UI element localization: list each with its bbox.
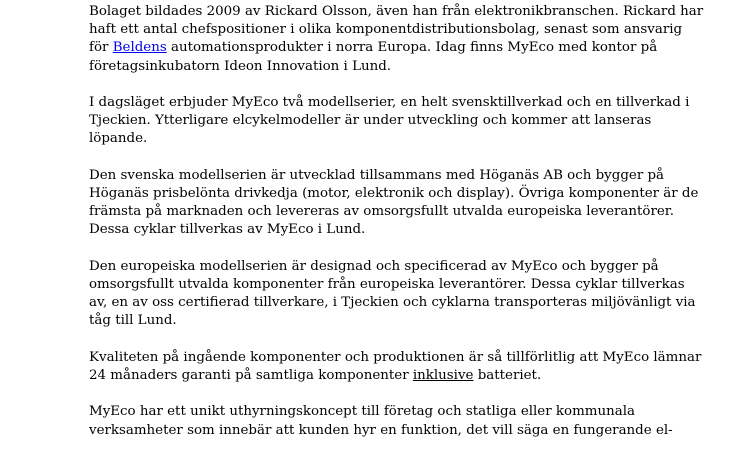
text-run: Kvaliteten på ingående komponenter och produktionen är så tillförlitlig att MyEco lämnar — [89, 349, 702, 365]
text-line — [89, 58, 739, 76]
text-line — [89, 203, 739, 221]
text-run: 24 månaders garanti på samtliga komponenter — [89, 368, 413, 383]
text-run: omsorgsfullt utvalda komponenter från europeiska leverantörer. Dessa cyklar tillverkas — [89, 277, 685, 292]
text-line — [89, 39, 739, 57]
text-run: Den europeiska modellserien är designad och specificerad av MyEco och bygger på — [89, 258, 659, 274]
text-run: I dagsläget erbjuder MyEco två modellserier, en helt svensktillverkad och en tillverkad i — [89, 95, 690, 110]
text-line — [89, 349, 739, 367]
text-run: Tjeckien. Ytterligare elcykelmodeller är under utveckling och kommer att lanseras — [89, 113, 652, 129]
text-line — [89, 258, 739, 276]
text-line — [89, 185, 739, 203]
text-run: av, en av oss certifierad tillverkare, i Tjeckien och cyklarna transporteras miljövänligt via — [89, 295, 696, 311]
text-line — [89, 276, 739, 294]
document-page — [89, 3, 739, 458]
text-run: för — [89, 40, 113, 56]
text-line — [89, 112, 739, 130]
text-line — [89, 294, 739, 312]
paragraph-3 — [89, 167, 739, 240]
text-run: MyEco har ett unikt uthyrningskoncept till företag och statliga eller kommunala — [89, 404, 635, 420]
text-line — [89, 94, 739, 112]
paragraph-6 — [89, 403, 739, 439]
text-line — [89, 130, 739, 148]
text-run: batteriet. — [473, 368, 542, 383]
text-run: haft ett antal chefspositioner i olika komponentdistributionsbolag, senast som ansvarig — [89, 22, 683, 38]
text-run: automationsprodukter i norra Europa. Idag finns MyEco med kontor på — [166, 40, 658, 56]
text-run: Höganäs prisbelönta drivkedja (motor, elektronik och display). Övriga komponenter är de — [89, 186, 699, 201]
text-line — [89, 367, 739, 385]
text-line — [89, 422, 739, 440]
text-run: främsta på marknaden och levereras av omsorgsfullt utvalda europeiska leverantörer. — [89, 204, 674, 220]
paragraph-4 — [89, 258, 739, 331]
text-run: tåg till Lund. — [89, 313, 177, 329]
text-run: företagsinkubatorn Ideon Innovation i Lund. — [89, 58, 392, 74]
text-run: Den svenska modellserien är utvecklad tillsammans med Höganäs AB och bygger på — [89, 167, 665, 183]
text-line — [89, 3, 739, 21]
paragraph-2 — [89, 94, 739, 149]
paragraph-5 — [89, 349, 739, 385]
text-run: Bolaget bildades 2009 av Rickard Olsson, även han från elektronikbranschen. Rickard har — [89, 4, 704, 19]
beldens-link[interactable]: Beldens — [112, 40, 167, 56]
text-run: verksamheter som innebär att kunden hyr en funktion, det vill säga en fungerande el- — [89, 422, 673, 438]
text-line — [89, 221, 739, 239]
text-run: Dessa cyklar tillverkas av MyEco i Lund. — [89, 222, 366, 238]
underlined-text: inklusive — [412, 368, 474, 383]
text-run: löpande. — [89, 131, 148, 147]
paragraph-1 — [89, 3, 739, 76]
text-line — [89, 312, 739, 330]
text-line — [89, 21, 739, 39]
text-line — [89, 167, 739, 185]
